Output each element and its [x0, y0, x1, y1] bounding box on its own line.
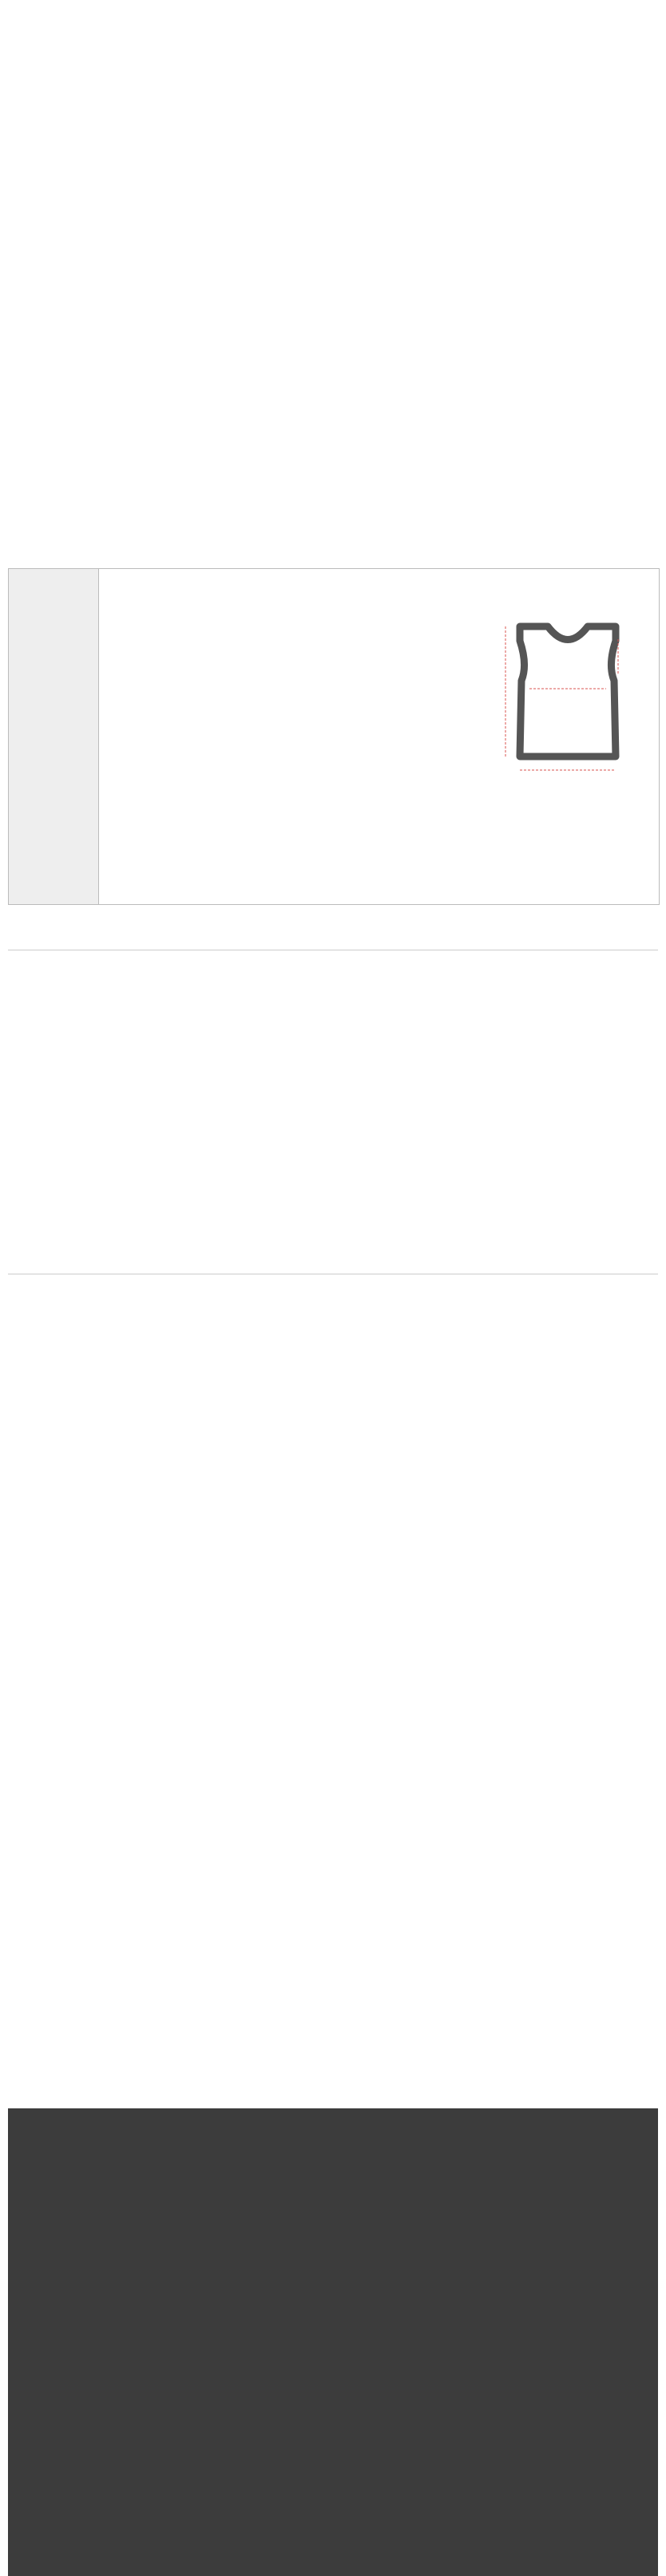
basic-grid — [99, 569, 466, 904]
fit-title — [8, 1269, 658, 1274]
vest-diagram — [488, 617, 648, 784]
notes-box — [8, 2108, 658, 2576]
wash-section — [8, 940, 658, 982]
basic-info — [8, 568, 660, 905]
vest-outline-icon — [488, 617, 648, 784]
basic-info-label — [9, 569, 99, 904]
